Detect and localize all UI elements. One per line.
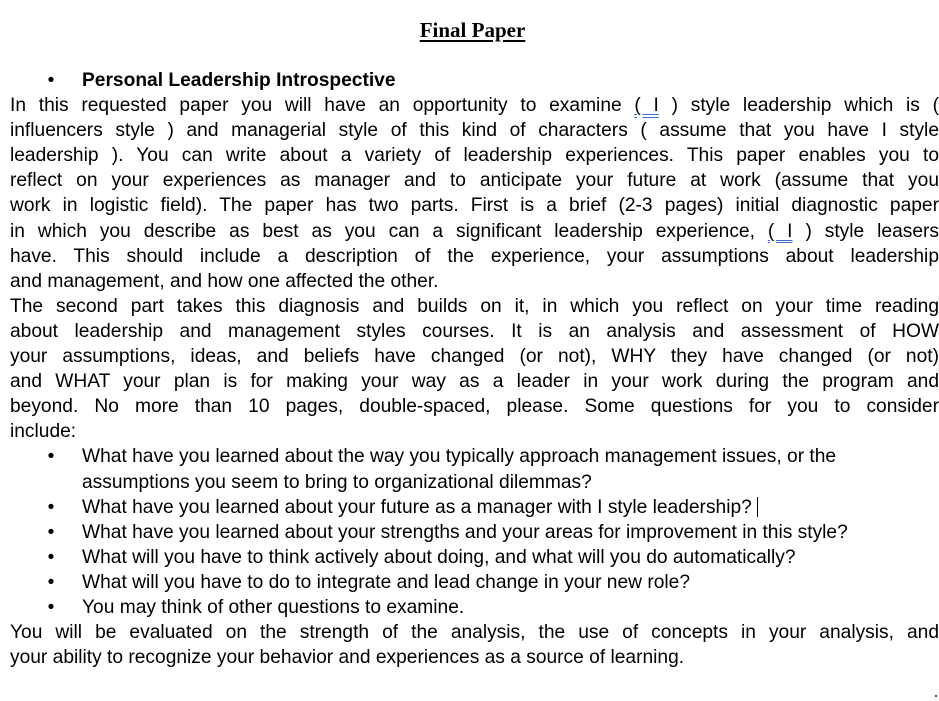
list-item: • What have you learned about your strengths and your areas for improvement in this style? xyxy=(10,520,939,545)
text-line: work in logistic field). The paper has two parts. First is a brief (2-3 pages) initial diagnostic paper xyxy=(10,195,939,217)
text-line: leadership ). You can write about a variety of leadership experiences. This paper enables you to xyxy=(10,145,939,167)
paragraph-part-one xyxy=(10,93,939,294)
list-item: • What will you have to do to integrate and lead change in your new role? xyxy=(10,570,939,595)
spellcheck-mark: ( I xyxy=(634,95,659,117)
text-line: in which you describe as best as you can a significant leadership experience, ( I ) style leasers xyxy=(10,220,939,242)
questions-list xyxy=(10,444,939,620)
paragraph-part-two xyxy=(10,294,939,445)
list-item: • What have you learned about the way you typically approach management issues, or the assumptions you seem to bring to organizational dilemmas? xyxy=(10,444,939,494)
document-body[interactable] xyxy=(10,68,939,670)
text-line: and WHAT your plan is for making your way as a leader in your work during the program and xyxy=(10,371,939,393)
page-corner-mark xyxy=(935,695,937,697)
bullet-icon: • xyxy=(47,546,55,568)
text-line: include: xyxy=(10,421,77,443)
text-line: your assumptions, ideas, and beliefs have changed (or not), WHY they have changed (or not) xyxy=(10,346,939,368)
list-item: • You may think of other questions to examine. xyxy=(10,595,939,620)
bullet-icon: • xyxy=(47,496,55,518)
paragraph-evaluation xyxy=(10,620,939,670)
text-line: your ability to recognize your behavior and experiences as a source of learning. xyxy=(10,647,685,669)
bullet-icon: • xyxy=(47,70,55,91)
text-line: You will be evaluated on the strength of the analysis, the use of concepts in your analysis, and xyxy=(10,622,939,644)
bullet-icon: • xyxy=(47,571,55,593)
text-line: beyond. No more than 10 pages, double-spaced, please. Some questions for you to consider xyxy=(10,396,939,418)
heading-bullet-item xyxy=(10,68,939,93)
text-line: and management, and how one affected the other. xyxy=(10,270,439,292)
bullet-icon: • xyxy=(47,521,55,543)
text-line: reflect on your experiences as manager and to anticipate your future at work (assume that you xyxy=(10,170,939,192)
text-line: have. This should include a description of the experience, your assumptions about leadership xyxy=(10,245,939,267)
bullet-icon: • xyxy=(47,596,55,618)
section-heading: Personal Leadership Introspective xyxy=(82,70,396,91)
text-cursor xyxy=(757,497,758,517)
page-title: Final Paper xyxy=(419,18,526,42)
text-line: about leadership and management styles courses. It is an analysis and assessment of HOW xyxy=(10,320,939,342)
text-line: The second part takes this diagnosis and builds on it, in which you reflect on your time reading xyxy=(10,295,939,317)
list-item: • What have you learned about your future as a manager with I style leadership? xyxy=(10,495,939,520)
spellcheck-mark: ( I xyxy=(767,220,793,242)
text-line: influencers style ) and managerial style of this kind of characters ( assume that you have I style xyxy=(10,120,939,142)
bullet-icon: • xyxy=(47,446,55,468)
list-item: • What will you have to think actively about doing, and what will you do automatically? xyxy=(10,545,939,570)
text-line: In this requested paper you will have an opportunity to examine ( I ) style leadership which is ( xyxy=(10,95,939,117)
